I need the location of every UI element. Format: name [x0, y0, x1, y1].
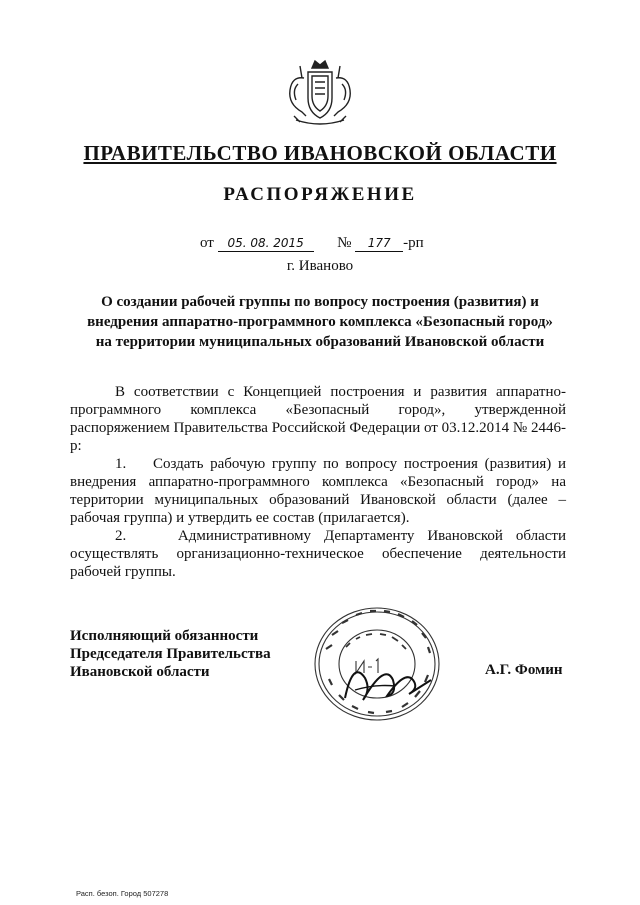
item-2-number: 2.	[115, 528, 127, 544]
item-1-text: Создать рабочую группу по вопросу построения (развития) и внедрения аппаратно-программного комплекса «Безопасный город» на территории муниципальных образований Ивановской области (далее – рабочая группа) и утвердить ее состав (прилагается).	[70, 456, 566, 526]
document-number: 177	[355, 236, 403, 252]
item-1-number: 1.	[115, 456, 127, 472]
coat-of-arms-emblem	[278, 58, 362, 130]
item-2-text: Административному Департаменту Ивановской области осуществлять организационно-техническое обеспечение деятельности рабочей группы.	[70, 528, 567, 580]
position-line: Исполняющий обязанности	[70, 628, 259, 644]
subject-line: О создании рабочей группы по вопросу построения (развития) и	[101, 294, 539, 310]
file-reference: Расп. безоп. Город 507278	[76, 889, 169, 898]
signatory-name: А.Г. Фомин	[485, 662, 563, 678]
date-number-line	[200, 235, 424, 252]
issue-city: г. Иваново	[286, 258, 354, 274]
position-line: Председателя Правительства	[70, 646, 271, 662]
subject-line: на территории муниципальных образований Ивановской области	[95, 334, 545, 350]
signatory-position	[70, 627, 271, 681]
item-1-paragraph	[70, 455, 566, 527]
item-2-paragraph	[70, 527, 566, 581]
document-date: 05. 08. 2015	[218, 236, 314, 252]
document-subject	[70, 292, 570, 352]
position-line: Ивановской области	[70, 664, 210, 680]
preamble-paragraph: В соответствии с Концепцией построения и развития аппаратно-программного комплекса «Безопасный город», утвержденной распоряжением Правительства Российской Федерации от 03.12.2014 № 2446-р:	[70, 384, 566, 454]
organization-title: ПРАВИТЕЛЬСТВО ИВАНОВСКОЙ ОБЛАСТИ	[83, 141, 557, 165]
document-type-heading: РАСПОРЯЖЕНИЕ	[223, 184, 417, 205]
subject-line: внедрения аппаратно-программного комплекса «Безопасный город»	[87, 314, 553, 330]
date-prefix: от	[200, 235, 214, 251]
number-suffix: -рп	[403, 235, 424, 251]
document-body	[70, 383, 566, 581]
number-prefix: №	[337, 235, 352, 251]
handwritten-signature	[335, 650, 435, 710]
